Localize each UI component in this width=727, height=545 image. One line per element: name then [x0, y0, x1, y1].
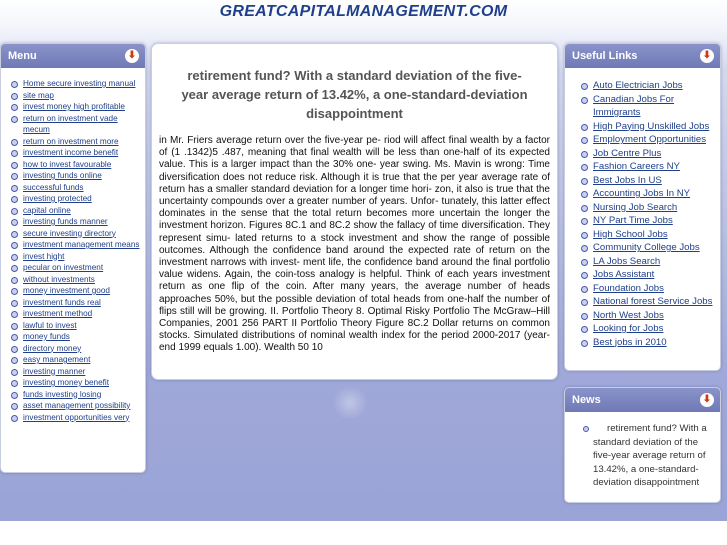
menu-link[interactable]: investment opportunities very: [23, 412, 130, 422]
menu-item: [9, 90, 141, 102]
arrow-down-icon[interactable]: ⬇: [700, 393, 714, 407]
menu-item: [9, 274, 141, 286]
useful-links-item: [579, 282, 716, 296]
useful-links-item: [579, 201, 716, 215]
menu-link[interactable]: lawful to invest: [23, 320, 77, 330]
menu-list: [1, 68, 145, 423]
useful-links-item: [579, 120, 716, 134]
useful-links-link[interactable]: Nursing Job Search: [593, 201, 678, 213]
arrow-down-icon[interactable]: ⬇: [700, 49, 714, 63]
useful-links-item: [579, 133, 716, 147]
decorative-glow: [330, 388, 370, 418]
menu-item: [9, 377, 141, 389]
menu-link[interactable]: investment funds real: [23, 297, 101, 307]
useful-links-link[interactable]: Employment Opportunities: [593, 134, 707, 145]
useful-links-panel: [564, 43, 721, 371]
useful-links-item: [579, 79, 716, 93]
useful-links-item: [579, 309, 716, 323]
useful-links-item: [579, 336, 716, 350]
menu-item: [9, 239, 141, 251]
useful-links-link[interactable]: High Paying Unskilled Jobs: [593, 120, 710, 132]
menu-item: [9, 78, 141, 90]
menu-item: [9, 331, 141, 343]
useful-links-link[interactable]: Best jobs in 2010: [593, 336, 667, 348]
useful-links-item: [579, 228, 716, 242]
menu-link[interactable]: investment management means: [23, 240, 140, 249]
menu-item: [9, 216, 141, 228]
menu-item: [9, 113, 141, 136]
useful-links-link[interactable]: Auto Electrician Jobs: [593, 80, 683, 91]
site-title[interactable]: GREATCAPITALMANAGEMENT.COM: [219, 3, 508, 20]
menu-link[interactable]: site map: [23, 90, 54, 100]
menu-item: [9, 285, 141, 297]
menu-link[interactable]: invest hight: [23, 251, 65, 261]
menu-link[interactable]: investing funds online: [23, 171, 102, 180]
news-title: News: [572, 394, 601, 406]
menu-item: [9, 159, 141, 171]
menu-panel: [0, 43, 146, 473]
menu-link[interactable]: investing money benefit: [23, 378, 110, 387]
menu-item: [9, 308, 141, 320]
menu-item: [9, 136, 141, 148]
menu-item: [9, 400, 141, 412]
menu-link[interactable]: how to invest favourable: [23, 159, 112, 169]
menu-link[interactable]: money funds: [23, 332, 70, 341]
menu-item: [9, 297, 141, 309]
menu-link[interactable]: money investment good: [23, 286, 110, 295]
menu-link[interactable]: investing manner: [23, 366, 86, 376]
menu-item: [9, 262, 141, 274]
useful-links-link[interactable]: North West Jobs: [593, 309, 664, 321]
menu-item: [9, 354, 141, 366]
menu-item: [9, 366, 141, 378]
article-title: retirement fund? With a standard deviation of the five-year average return of 13.42%, a one-standard-deviation disappointment: [181, 68, 528, 121]
news-text[interactable]: retirement fund? With a standard deviation of the five-year average return of 13.42%, a one-standard-deviation disappointment: [593, 423, 707, 488]
useful-links-link[interactable]: Best Jobs In US: [593, 174, 662, 186]
useful-links-item: [579, 174, 716, 188]
menu-link[interactable]: asset management possibility: [23, 401, 131, 410]
useful-links-item: [579, 295, 716, 309]
menu-item: [9, 228, 141, 240]
useful-links-link[interactable]: Looking for Jobs: [593, 323, 664, 334]
useful-links-link[interactable]: LA Jobs Search: [593, 255, 661, 267]
useful-links-link[interactable]: Canadian Jobs For Immigrants: [593, 93, 675, 118]
useful-links-list: [565, 68, 720, 349]
footer-strip: [0, 521, 727, 545]
menu-link[interactable]: funds investing losing: [23, 389, 102, 399]
news-header: [565, 388, 720, 412]
useful-links-link[interactable]: Job Centre Plus: [593, 147, 662, 159]
useful-links-link[interactable]: Jobs Assistant: [593, 269, 655, 280]
menu-link[interactable]: Home secure investing manual: [23, 79, 136, 88]
menu-link[interactable]: return on investment vade mecum: [23, 113, 118, 134]
menu-link[interactable]: directory money: [23, 343, 82, 353]
useful-links-header: [565, 44, 720, 68]
useful-links-item: [579, 160, 716, 174]
article-panel: [151, 43, 558, 380]
menu-header: [1, 44, 145, 68]
menu-link[interactable]: investing funds manner: [23, 217, 108, 226]
menu-link[interactable]: without investments: [23, 274, 95, 284]
useful-links-link[interactable]: Foundation Jobs: [593, 282, 664, 294]
menu-link[interactable]: secure investing directory: [23, 228, 116, 238]
useful-links-item: [579, 147, 716, 161]
menu-link[interactable]: invest money high profitable: [23, 102, 125, 111]
useful-links-item: [579, 187, 716, 201]
useful-links-item: [579, 93, 716, 120]
useful-links-link[interactable]: NY Part Time Jobs: [593, 215, 673, 226]
useful-links-link[interactable]: Fashion Careers NY: [593, 161, 680, 172]
useful-links-item: [579, 322, 716, 336]
useful-links-link[interactable]: Community College Jobs: [593, 242, 700, 253]
news-panel: [564, 387, 721, 503]
menu-item: [9, 320, 141, 332]
useful-links-item: [579, 241, 716, 255]
menu-link[interactable]: pecular on investment: [23, 263, 104, 272]
useful-links-title: Useful Links: [572, 50, 638, 62]
menu-title: Menu: [8, 50, 37, 62]
menu-link[interactable]: capital online: [23, 205, 71, 215]
useful-links-item: [579, 268, 716, 282]
menu-item: [9, 205, 141, 217]
menu-link[interactable]: return on investment more: [23, 136, 119, 146]
menu-item: [9, 170, 141, 182]
useful-links-link[interactable]: High School Jobs: [593, 228, 668, 240]
menu-item: [9, 251, 141, 263]
menu-item: [9, 147, 141, 159]
news-item: [565, 412, 720, 490]
menu-link[interactable]: investment method: [23, 309, 93, 318]
useful-links-link[interactable]: Accounting Jobs In NY: [593, 188, 691, 199]
menu-link[interactable]: investment income benefit: [23, 148, 119, 157]
bullet-icon: [583, 426, 589, 432]
menu-item: [9, 343, 141, 355]
arrow-down-icon[interactable]: ⬇: [125, 49, 139, 63]
menu-link[interactable]: easy management: [23, 355, 91, 364]
menu-item: [9, 389, 141, 401]
menu-item: [9, 101, 141, 113]
menu-link[interactable]: investing protected: [23, 194, 92, 203]
useful-links-link[interactable]: National forest Service Jobs: [593, 296, 713, 307]
menu-item: [9, 412, 141, 424]
useful-links-item: [579, 255, 716, 269]
menu-link[interactable]: successful funds: [23, 182, 84, 192]
useful-links-item: [579, 214, 716, 228]
article-body: in Mr. Friers average return over the five-year pe- riod will affect final wealth by a factor of (1 .1342)5 .487, meaning that final wealth will be less than one-half of its expected value. This is a larger impact than the 30% one- year swing. Ms. Mavin is wrong: Time diversification does not reduce risk. Although it is true that the per year average rate of return has a smaller standard deviation for a longer time hori- zon, it also is true that the uncertainty compounds over a greater number of years. Unfor- tunately, this latter effect dominates in the sense that the total return becomes more uncertain the longer the investment horizon. Figures 8C.1 and 8C.2 show the fallacy of time diversification. They represent simu- lated returns to a stock investment and show the range of possible outcomes. Although the confidence band around the expected rate of return on the investment narrows with invest- ment life, the confidence band around the final portfolio value widens. Again, the coin-toss analogy is helpful. Think of each years investment return as one flip of the coin. After many years, the average number of heads approaches 50%, but the possible deviation of total heads from one-half the number of flips still will be growing. II. Portfolio Theory 8. Optimal Risky Portfolio The McGraw–Hill Companies, 2001 256 PART II Portfolio Theory Figure 8C.2 Dollar returns on common stocks. Simulated distributions of nominal wealth index for the period 2000-2017 (year-end 1999 equals 1.00). Wealth 50 10: [159, 135, 550, 354]
menu-item: [9, 193, 141, 205]
menu-item: [9, 182, 141, 194]
